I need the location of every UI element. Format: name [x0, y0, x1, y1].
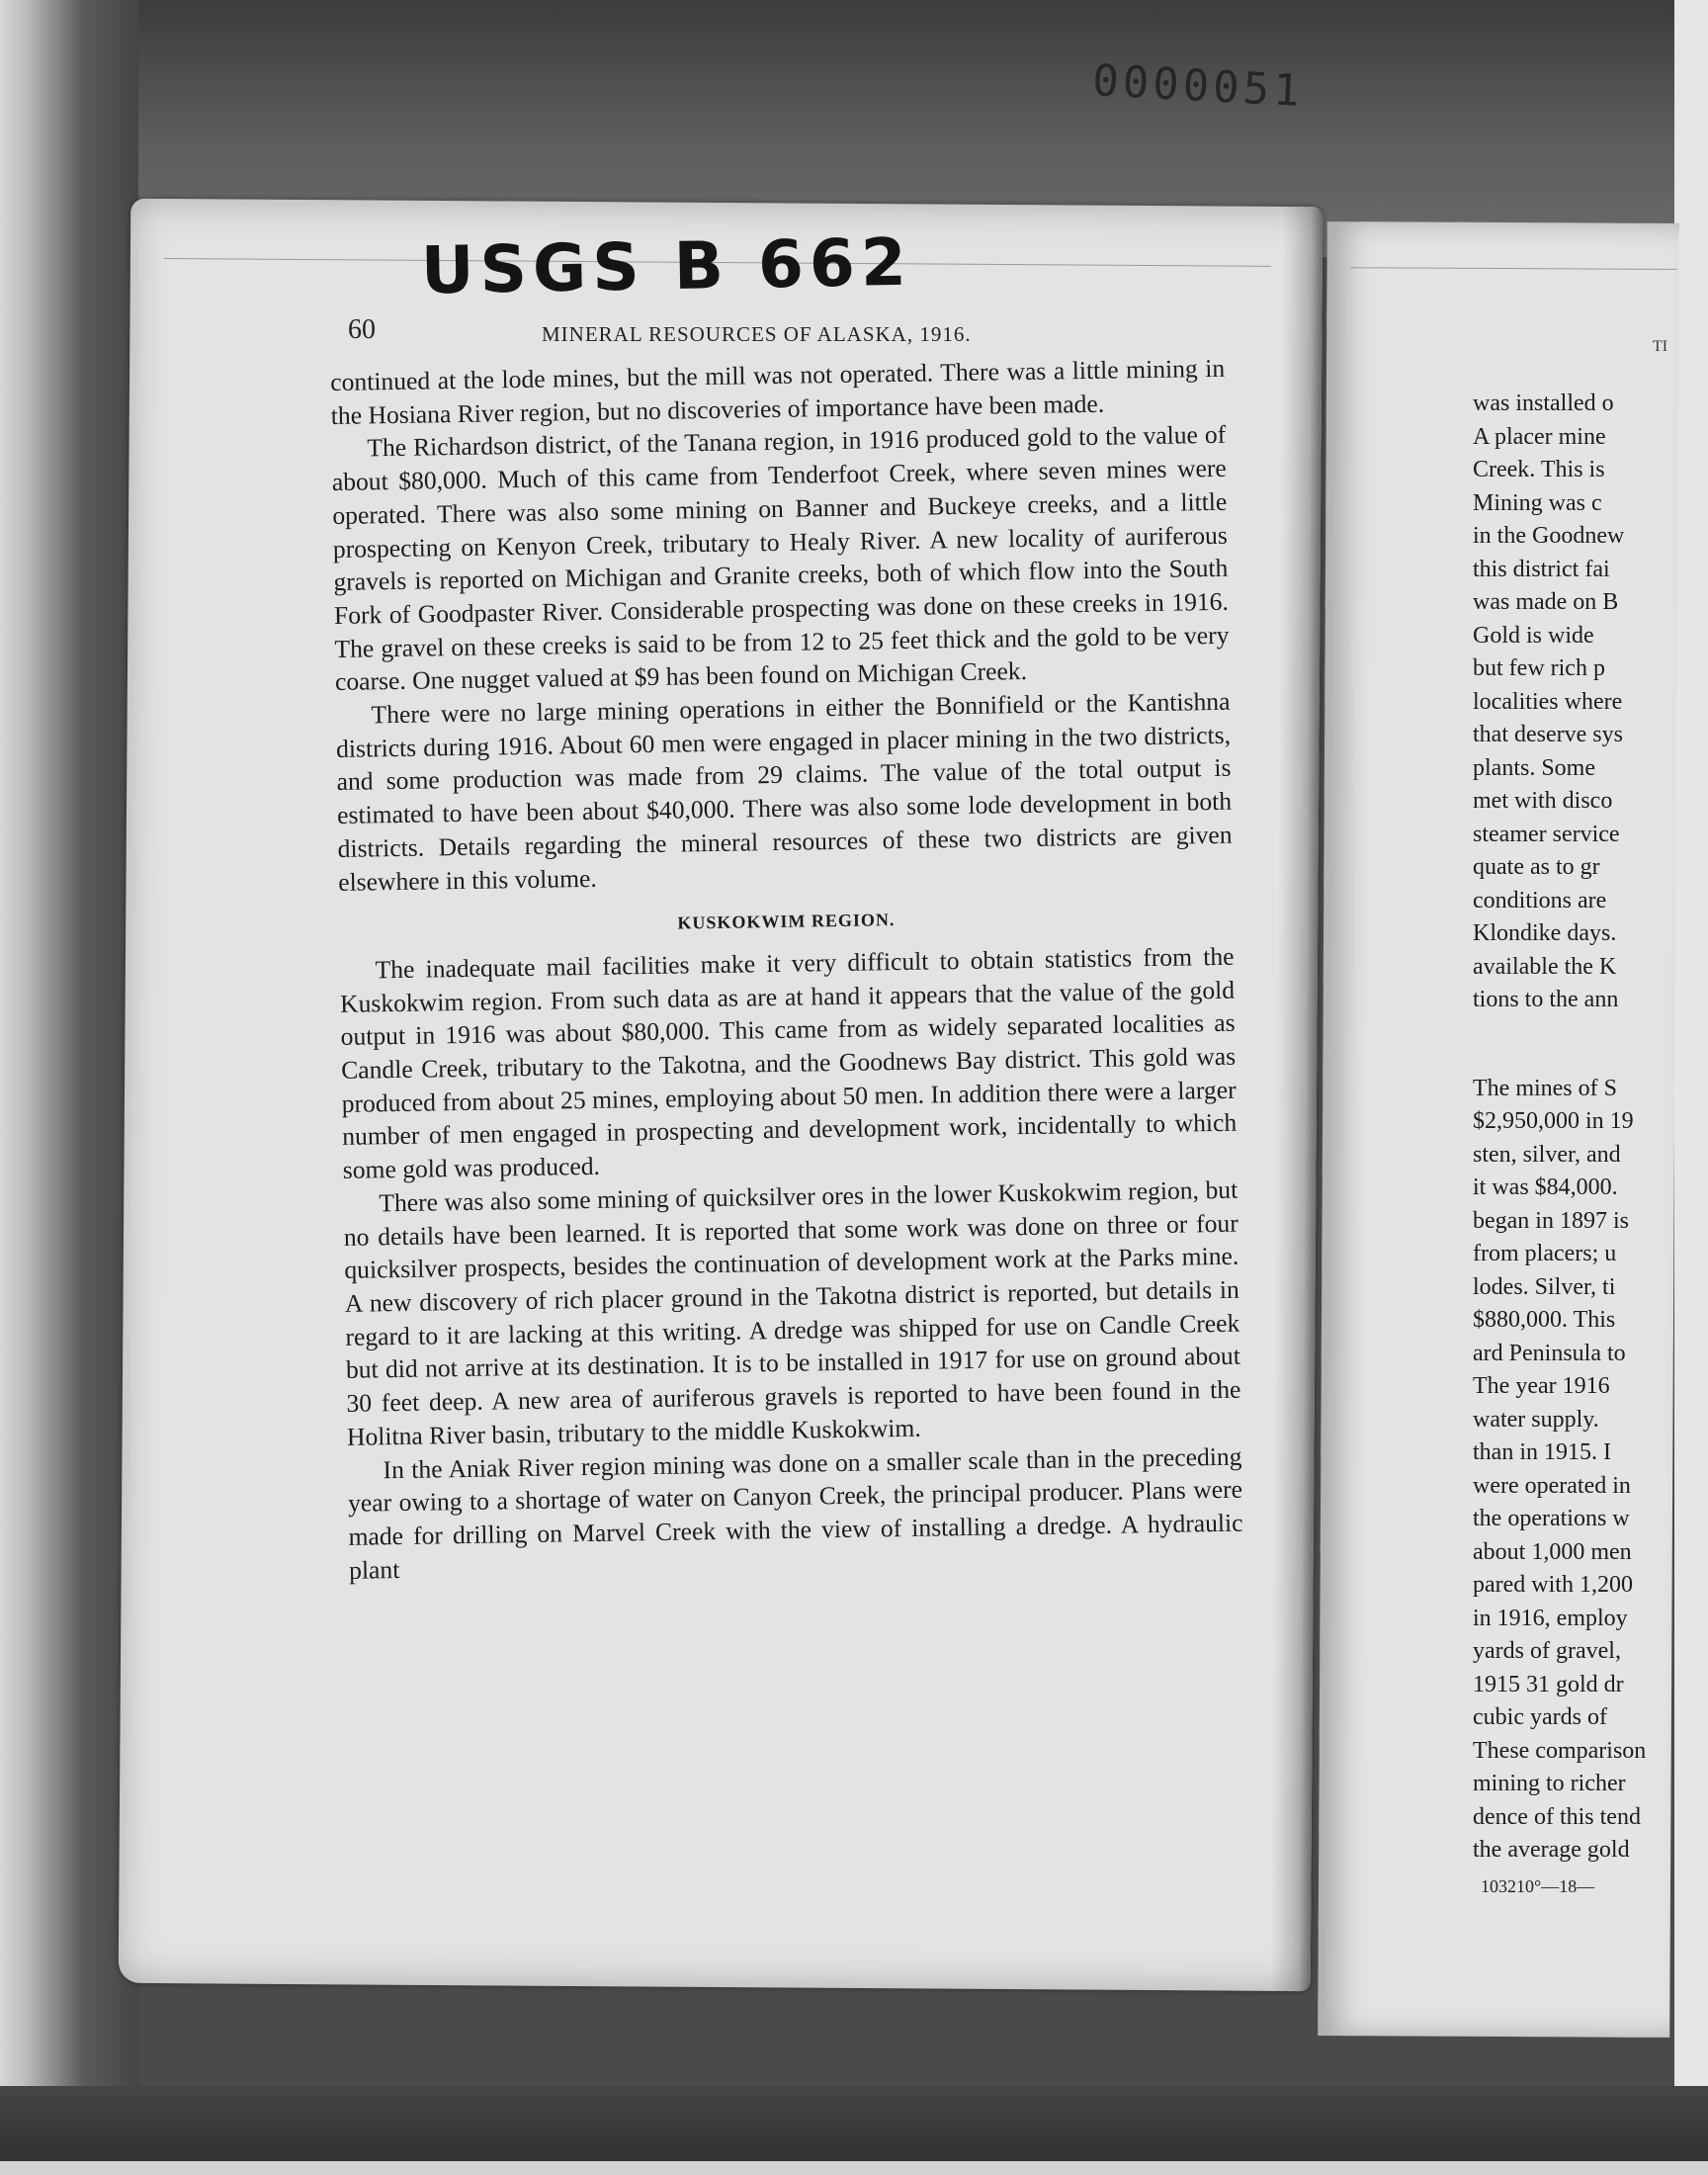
text-line: in 1916, employ	[1473, 1605, 1628, 1631]
text-line: the operations w	[1473, 1506, 1630, 1531]
text-line: about 1,000 men	[1473, 1538, 1632, 1565]
handwritten-note: USGS B 662	[420, 223, 913, 309]
text-line: available the K	[1473, 953, 1617, 980]
text-line: yards of gravel,	[1473, 1638, 1621, 1664]
section-gap	[1473, 1017, 1690, 1073]
text-line: localities where	[1473, 688, 1623, 715]
page-edge-line	[1351, 267, 1677, 270]
right-page-footer-fragment: 103210°—18—	[1481, 1876, 1595, 1896]
section-heading: KUSKOKWIM REGION.	[677, 910, 896, 933]
paragraph: In the Aniak River region mining was done on a smaller scale than in the preceding year owing to a shortage of water on Canyon Creek, the principal producer. Plans were made for drilling on Marvel Creek with the view of installing a dredge. A hydraulic plant	[347, 1441, 1243, 1585]
text-line: Creek. This is	[1473, 457, 1605, 482]
paragraph: The inadequate mail facilities make it very difficult to obtain statistics from the Kuskokwim region. From such data as are at hand it appears that the value of the gold output in 1916 was about $80,000. This came from as widely separated localities as Candle Creek, tributary to the Takotna, and the Goodnews Bay district. This gold was produced from about 25 mines, employing about 50 men. In addition there were a larger number of men engaged in prospecting and development work, incidentally to which some gold was produced.	[339, 941, 1238, 1185]
page-header	[344, 314, 1234, 354]
text-line: was made on B	[1473, 589, 1619, 615]
text-line: tions to the ann	[1473, 987, 1619, 1012]
scan-background-left	[0, 0, 138, 2175]
text-line: mining to richer	[1473, 1771, 1626, 1796]
right-page-header-fragment: TI	[1653, 338, 1668, 355]
text-line: These comparison	[1473, 1737, 1647, 1764]
text-line: the average gold	[1473, 1837, 1630, 1863]
text-line: 1915 31 gold dr	[1473, 1671, 1624, 1697]
text-line: $2,950,000 in 19	[1473, 1108, 1634, 1134]
text-line: were operated in	[1473, 1472, 1631, 1499]
text-line: A placer mine	[1473, 423, 1606, 450]
text-line: cubic yards of	[1473, 1704, 1607, 1730]
text-line: in the Goodnew	[1473, 523, 1625, 549]
text-line: Gold is wide	[1473, 622, 1594, 649]
paragraph: continued at the lode mines, but the mill was not operated. There was a little mining in the Hosiana River region, but no discoveries of importance have been made.	[330, 353, 1226, 430]
scan-bottom-strip	[0, 2161, 1708, 2175]
page-gutter-shadow	[1271, 207, 1324, 1991]
text-line: water supply.	[1473, 1406, 1599, 1433]
text-line: conditions are	[1473, 887, 1607, 914]
text-line: than in 1915. I	[1473, 1439, 1611, 1465]
text-line: quate as to gr	[1473, 854, 1600, 880]
text-line: sten, silver, and	[1473, 1141, 1621, 1168]
text-line: Mining was c	[1473, 489, 1602, 516]
text-line: met with disco	[1473, 788, 1613, 814]
text-line: lodes. Silver, ti	[1473, 1273, 1616, 1300]
text-line: ard Peninsula to	[1473, 1340, 1626, 1366]
text-line: $880,000. This	[1473, 1307, 1616, 1333]
text-line: Klondike days.	[1473, 920, 1617, 946]
page-number: 60	[348, 314, 376, 345]
text-line: pared with 1,200	[1473, 1572, 1633, 1598]
running-title: MINERAL RESOURCES OF ALASKA, 1916.	[542, 322, 972, 346]
text-line: dence of this tend	[1473, 1803, 1641, 1830]
text-line: this district fai	[1473, 556, 1610, 582]
right-page-body	[1473, 388, 1690, 1868]
paragraph: The Richardson district, of the Tanana region, in 1916 produced gold to the value of about $80,000. Much of this came from Tenderfoot Creek, where seven mines were operated. There was also some mining on Banner and Buckeye creeks, and a little prospecting on Kenyon Creek, tributary to Healy River. A new locality of auriferous gravels is reported on Michigan and Granite creeks, both of which flow into the South Fork of Goodpaster River. Considerable prospecting was done on these creeks in 1916. The gravel on these creeks is said to be from 12 to 25 feet thick and the gold to be very coarse. One nugget valued at $9 has been found on Michigan Creek.	[331, 420, 1230, 697]
text-line: The mines of S	[1473, 1075, 1617, 1101]
archive-stamp: 0000051	[1091, 55, 1305, 118]
text-line: was installed o	[1473, 391, 1614, 416]
text-line: plants. Some	[1473, 754, 1595, 781]
text-line: but few rich p	[1473, 655, 1605, 681]
text-line: steamer service	[1473, 821, 1620, 847]
text-line: it was $84,000.	[1473, 1174, 1618, 1200]
text-line: began in 1897 is	[1473, 1207, 1629, 1234]
paragraph: There were no large mining operations in either the Bonnifield or the Kantishna districts during 1916. About 60 men were engaged in placer mining in the two districts, and some production was made from 29 claims. The value of the total output is estimated to have been about $40,000. There was also some lode development in both districts. Details regarding the mineral resources of these two districts are given elsewhere in this volume.	[335, 686, 1233, 897]
text-line: from placers; u	[1473, 1241, 1617, 1266]
left-page-body	[330, 352, 1248, 1878]
paragraph: There was also some mining of quicksilver ores in the lower Kuskokwim region, but no details have been learned. It is reported that some work was done on three or four quicksilver prospects, besides the continuation of development work at the Parks mine. A new discovery of rich placer ground in the Takotna district is reported, but details in regard to it are lacking at this writing. A dredge was shipped for use on Candle Creek but did not arrive at its destination. It is to be installed in 1917 for use on ground about 30 feet deep. A new area of auriferous gravels is reported to have been found in the Holitna River basin, tributary to the middle Kuskokwim.	[343, 1174, 1241, 1451]
text-line: that deserve sys	[1473, 722, 1623, 747]
text-line: The year 1916	[1473, 1373, 1610, 1399]
